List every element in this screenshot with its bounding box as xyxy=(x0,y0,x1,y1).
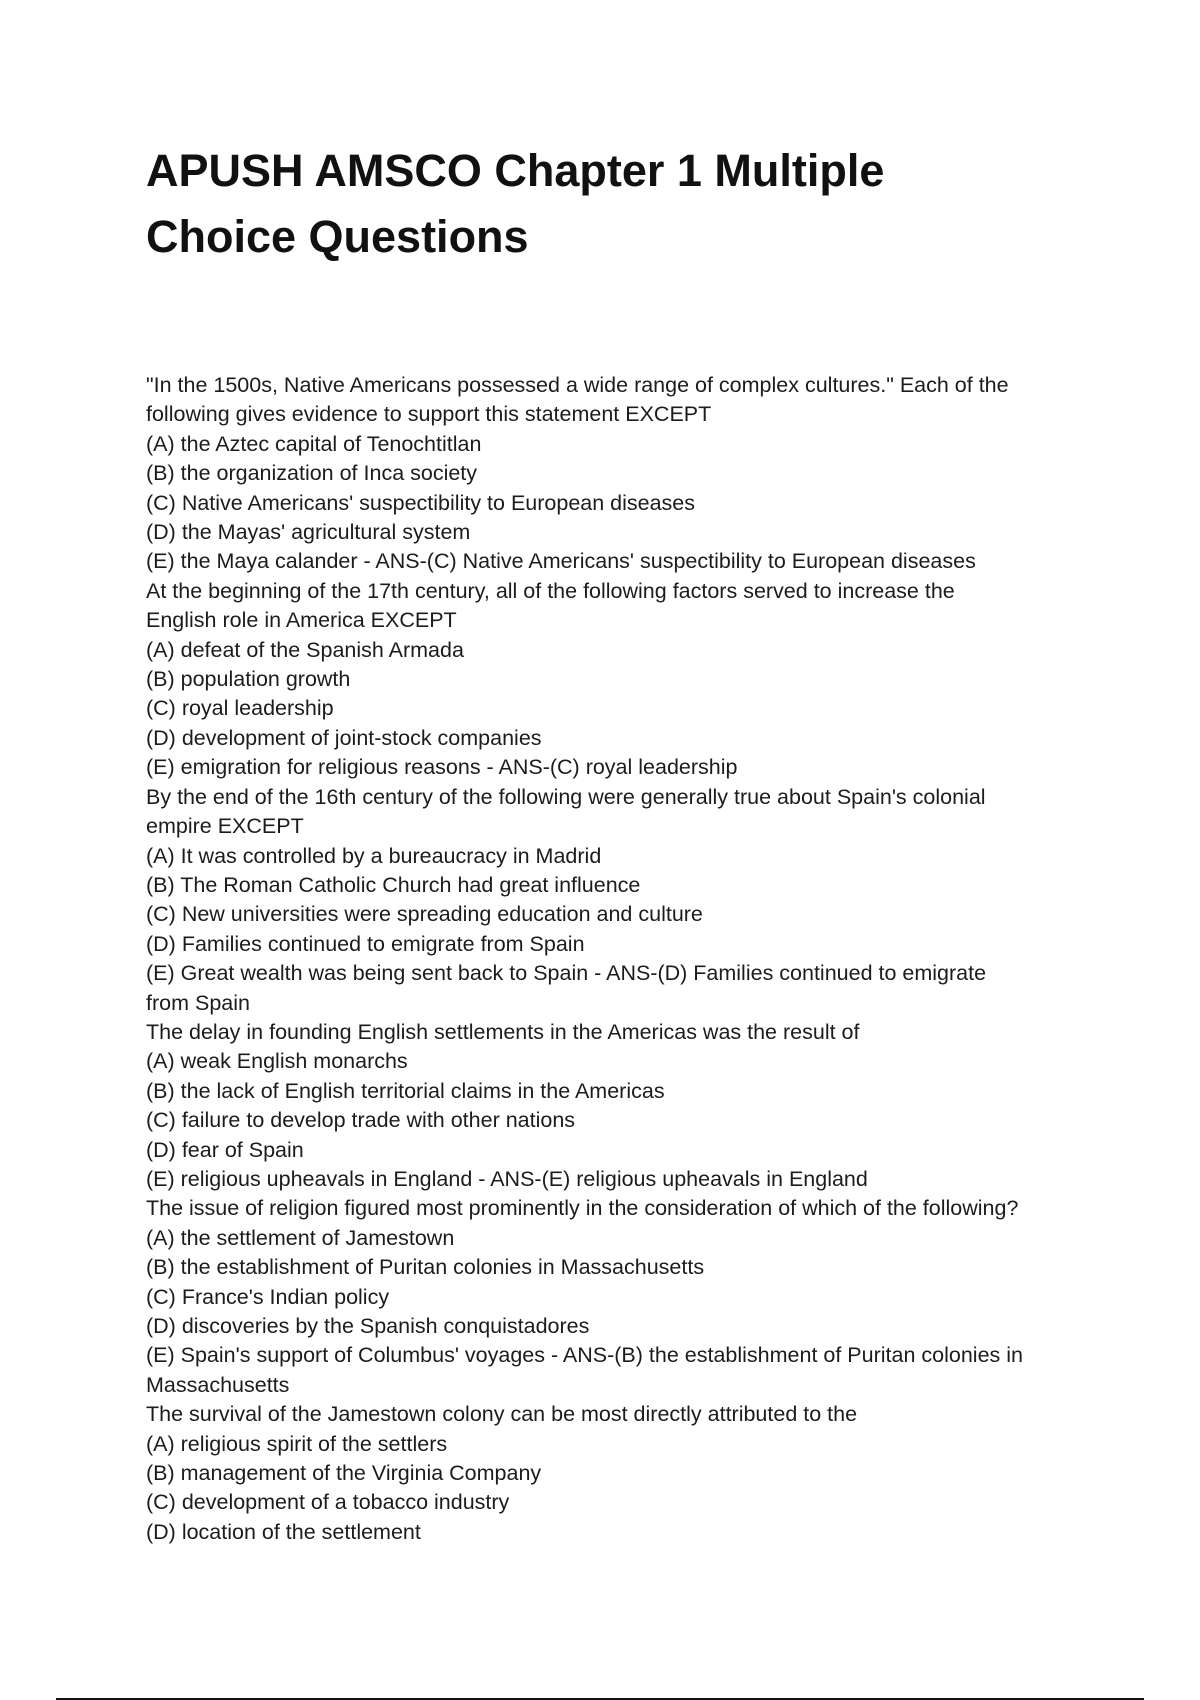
text-line: Massachusetts xyxy=(146,1372,290,1397)
text-line: (A) religious spirit of the settlers xyxy=(146,1431,448,1456)
text-line: The survival of the Jamestown colony can be most directly attributed to the xyxy=(146,1402,858,1427)
text-line: English role in America EXCEPT xyxy=(146,608,457,633)
text-line: (C) royal leadership xyxy=(146,696,334,721)
text-line: The delay in founding English settlements in the Americas was the result of xyxy=(146,1019,860,1044)
text-line: (D) development of joint-stock companies xyxy=(146,725,542,750)
text-line: (D) Families continued to emigrate from Spain xyxy=(146,931,585,956)
text-line: (C) Native Americans' suspectibility to European diseases xyxy=(146,490,696,515)
text-line: (D) discoveries by the Spanish conquistadores xyxy=(146,1314,590,1338)
text-line: (E) Spain's support of Columbus' voyages - ANS-(B) the establishment of Puritan colonies in xyxy=(146,1343,1023,1368)
text-line: (A) the Aztec capital of Tenochtitlan xyxy=(146,431,482,456)
text-line: (E) emigration for religious reasons - ANS-(C) royal leadership xyxy=(146,755,738,780)
text-line: (B) the establishment of Puritan colonies in Massachusetts xyxy=(146,1255,705,1280)
text-line: (A) It was controlled by a bureaucracy in Madrid xyxy=(146,843,602,868)
text-line: (B) the organization of Inca society xyxy=(146,461,478,486)
text-line: (B) population growth xyxy=(146,667,351,692)
text-line: (E) Great wealth was being sent back to Spain - ANS-(D) Families continued to emigrate xyxy=(146,961,987,986)
text-line: (C) failure to develop trade with other nations xyxy=(146,1108,576,1133)
question-content xyxy=(146,371,1066,1547)
text-line: from Spain xyxy=(146,990,250,1015)
text-line: (B) management of the Virginia Company xyxy=(146,1461,542,1486)
text-line: (E) the Maya calander - ANS-(C) Native Americans' suspectibility to European diseases xyxy=(146,549,976,574)
text-line: (D) fear of Spain xyxy=(146,1137,304,1162)
text-line: The issue of religion figured most prominently in the consideration of which of the following? xyxy=(146,1196,1019,1221)
text-line: empire EXCEPT xyxy=(146,814,304,839)
text-line: (D) location of the settlement xyxy=(146,1519,421,1544)
text-line: "In the 1500s, Native Americans possessed a wide range of complex cultures." Each of the xyxy=(146,373,1009,397)
text-line: (A) weak English monarchs xyxy=(146,1049,408,1074)
text-line: (B) The Roman Catholic Church had great influence xyxy=(146,872,641,897)
text-line: By the end of the 16th century of the following were generally true about Spain's colonial xyxy=(146,784,986,809)
text-line: (E) religious upheavals in England - ANS-(E) religious upheavals in England xyxy=(146,1166,868,1191)
text-line: (C) France's Indian policy xyxy=(146,1284,390,1309)
text-line: (A) defeat of the Spanish Armada xyxy=(146,637,464,662)
text-line: (C) development of a tobacco industry xyxy=(146,1490,510,1515)
text-line: (C) New universities were spreading education and culture xyxy=(146,902,703,927)
text-line: (D) the Mayas' agricultural system xyxy=(146,520,471,545)
text-line: (A) the settlement of Jamestown xyxy=(146,1225,455,1250)
text-line: following gives evidence to support this statement EXCEPT xyxy=(146,402,712,427)
text-line: (B) the lack of English territorial claims in the Americas xyxy=(146,1078,665,1103)
page-title: APUSH AMSCO Chapter 1 Multiple Choice Questions xyxy=(146,145,885,262)
text-line: At the beginning of the 17th century, all of the following factors served to increase the xyxy=(146,578,955,603)
